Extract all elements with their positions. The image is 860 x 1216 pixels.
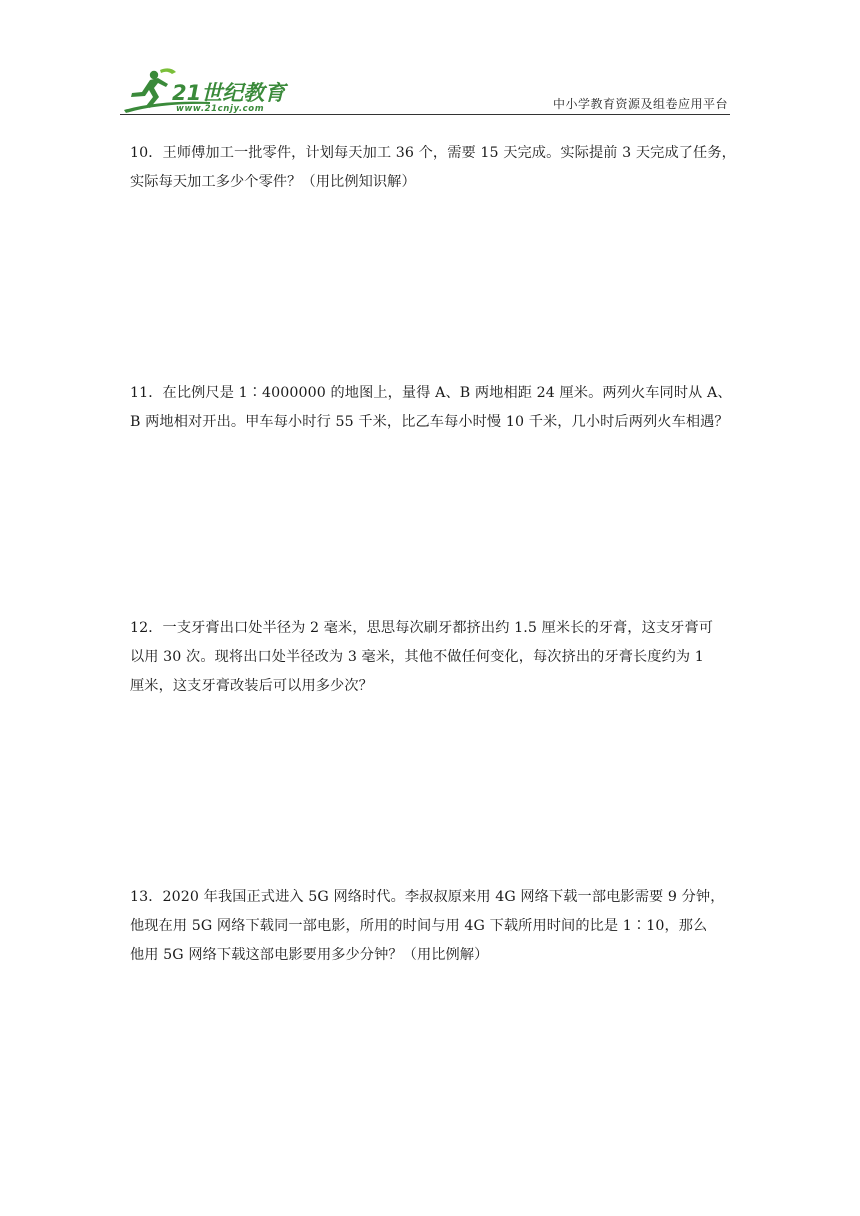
- question-line: 12．一支牙膏出口处半径为 2 毫米，思思每次刷牙都挤出约 1.5 厘米长的牙膏，这支牙膏可: [130, 620, 714, 636]
- question-10: [130, 139, 736, 197]
- question-line: 他用 5G 网络下载这部电影要用多少分钟？（用比例解）: [130, 947, 489, 963]
- logo-url: www.21cnjy.com: [176, 104, 265, 114]
- question-line: 10．王师傅加工一批零件，计划每天加工 36 个，需要 15 天完成。实际提前 3 天完成了任务，: [130, 145, 736, 161]
- question-line: B 两地相对开出。甲车每小时行 55 千米，比乙车每小时慢 10 千米，几小时后两列火车相遇？: [130, 414, 729, 430]
- logo-text: 21世纪教育: [172, 81, 286, 105]
- question-12: [130, 614, 730, 701]
- question-line: 13．2020 年我国正式进入 5G 网络时代。李叔叔原来用 4G 网络下载一部电影需要 9 分钟，: [130, 889, 725, 905]
- question-11: [130, 379, 730, 437]
- question-line: 11．在比例尺是 1∶4000000 的地图上，量得 A、B 两地相距 24 厘米。两列火车同时从 A、: [130, 385, 732, 401]
- question-line: 以用 30 次。现将出口处半径改为 3 毫米，其他不做任何变化，每次挤出的牙膏长度约为 1: [130, 649, 704, 665]
- question-line: 他现在用 5G 网络下载同一部电影，所用的时间与用 4G 下载所用时间的比是 1∶10，那么: [130, 918, 708, 934]
- question-line: 实际每天加工多少个零件？（用比例知识解）: [130, 174, 416, 190]
- header-divider: [120, 114, 730, 115]
- platform-name: 中小学教育资源及组卷应用平台: [552, 97, 728, 111]
- question-line: 厘米，这支牙膏改装后可以用多少次？: [130, 678, 373, 694]
- page-header: [120, 66, 730, 116]
- 21cnjy-logo: [120, 66, 300, 116]
- question-13: [130, 883, 730, 970]
